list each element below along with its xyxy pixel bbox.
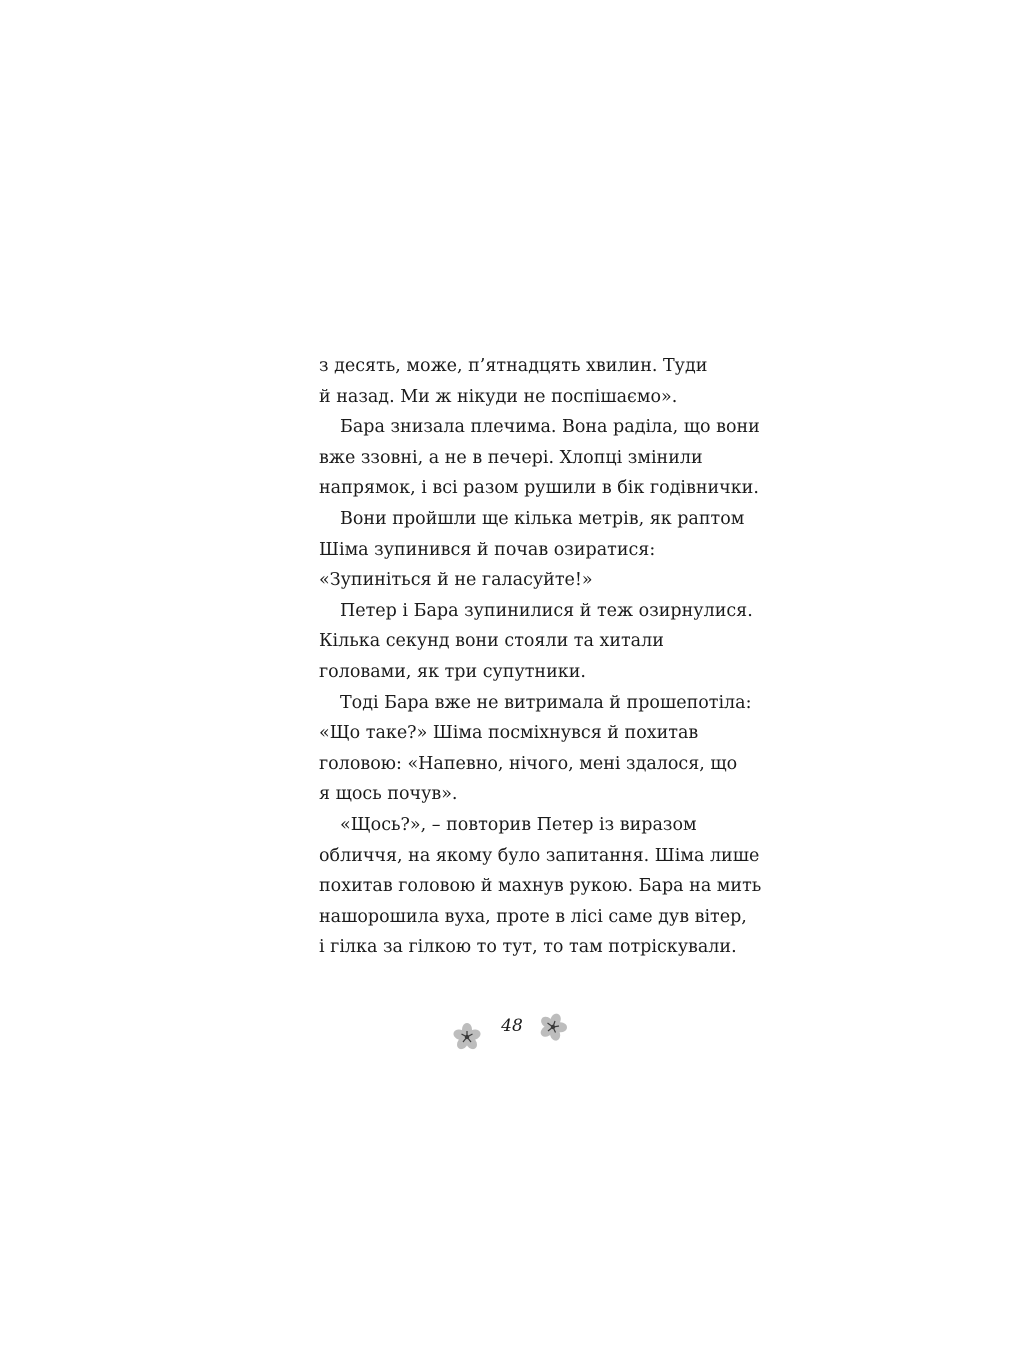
text-line: я щось почув».: [319, 784, 458, 805]
text-line: обличчя, на якому було запитання. Шіма лише: [319, 845, 760, 866]
text-line: напрямок, і всі разом рушили в бік годівнички.: [319, 478, 759, 499]
text-line: нашорошила вуха, проте в лісі саме дув вітер,: [319, 906, 747, 927]
paragraph-first-line: Вони пройшли ще кілька метрів, як раптом: [340, 508, 745, 529]
page-folio: [450, 1010, 574, 1054]
text-line: «Зупиніться й не галасуйте!»: [319, 570, 593, 591]
text-line: вже ззовні, а не в печері. Хлопці змінили: [319, 447, 703, 468]
text-line: і гілка за гілкою то тут, то там потріскували.: [319, 937, 737, 958]
text-line: похитав головою й махнув рукою. Бара на мить: [319, 876, 762, 897]
text-line: й назад. Ми ж нікуди не поспішаємо».: [319, 386, 678, 407]
paragraph-first-line: Тоді Бара вже не витримала й прошепотіла:: [340, 692, 752, 713]
text-line: Шіма зупинився й почав озиратися:: [319, 539, 656, 560]
flower-icon: [452, 1022, 482, 1052]
page-number: 48: [501, 1016, 523, 1036]
text-line: з десять, може, п’ятнадцять хвилин. Туди: [319, 356, 708, 376]
body-text: [319, 351, 762, 963]
text-line: Кілька секунд вони стояли та хитали: [319, 631, 664, 652]
paragraph-first-line: Бара знизала плечима. Вона раділа, що вони: [340, 417, 760, 438]
paragraph-first-line: «Щось?», – повторив Петер із виразом: [340, 814, 697, 835]
text-line: головами, як три супутники.: [319, 661, 586, 682]
text-line: головою: «Напевно, нічого, мені здалося, що: [319, 753, 738, 774]
text-line: «Що таке?» Шіма посміхнувся й похитав: [319, 723, 699, 744]
flower-icon: [538, 1012, 568, 1042]
paragraph-first-line: Петер і Бара зупинилися й теж озирнулися.: [340, 600, 753, 621]
